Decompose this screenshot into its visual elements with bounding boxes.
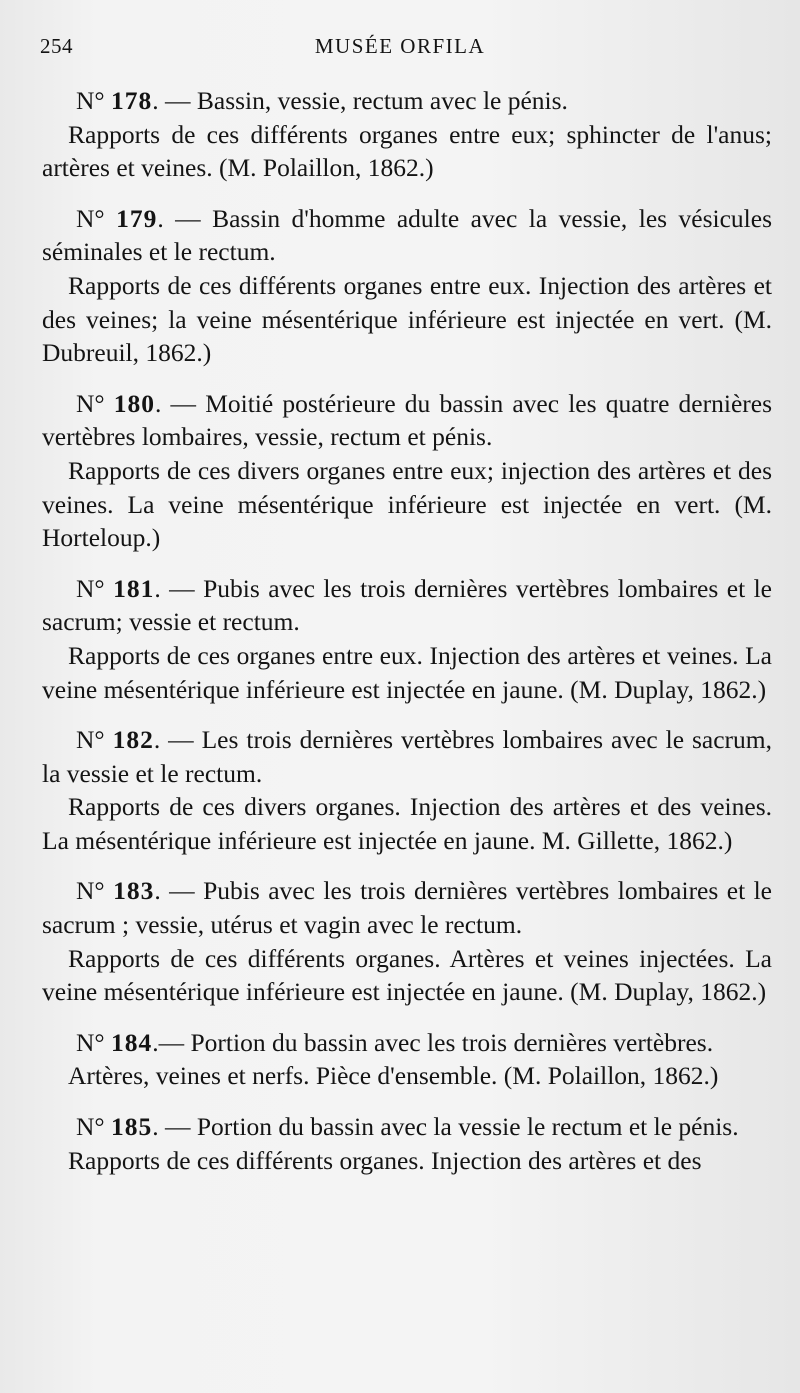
entry-number: 182	[112, 725, 154, 755]
entry-no-label: N°	[76, 388, 105, 418]
entry-rapports: Rapports de ces différents organes. Injection des artères et des	[68, 1145, 702, 1175]
catalogue-entry	[42, 723, 772, 857]
entry-rapports: Rapports de ces divers organes. Injection des artères et des veines. La mésentérique inférieure est injectée en jaune. M. Gillette, 1862.)	[42, 792, 772, 855]
page-number: 254	[40, 34, 73, 58]
entry-description	[42, 572, 772, 639]
entry-description	[42, 1026, 772, 1060]
catalogue-entry	[42, 572, 772, 706]
catalogue-entry	[42, 84, 772, 185]
entry-no-label: N°	[76, 573, 105, 603]
entry-rapports: Rapports de ces divers organes entre eux; injection des artères et des veines. La veine mésentérique inférieure est injectée en vert. (M. Horteloup.)	[42, 455, 772, 553]
entry-description	[42, 723, 772, 790]
entry-description	[42, 1110, 772, 1144]
entry-rapports: Rapports de ces différents organes entre eux. Injection des artères et des veines; la veine mésentérique inférieure est injectée en vert. (M. Dubreuil, 1862.)	[42, 270, 772, 368]
catalogue-entry	[42, 387, 772, 555]
entry-description-text: . — Pubis avec les trois dernières vertèbres lombaires et le sacrum ; vessie, utérus et vagin avec le rectum.	[42, 876, 773, 940]
entry-no-label: N°	[76, 203, 105, 233]
entry-rapports: Rapports de ces différents organes entre eux; sphincter de l'anus; artères et veines. (M. Polaillon, 1862.)	[42, 119, 772, 183]
entry-number: 183	[113, 876, 155, 906]
entry-description-text: . — Portion du bassin avec la vessie le rectum et le pénis.	[152, 1112, 739, 1142]
entry-description-text: .— Portion du bassin avec les trois dernières vertèbres.	[152, 1027, 714, 1057]
entry-description-text: . — Bassin d'homme adulte avec la vessie, les vésicules séminales et le rectum.	[42, 203, 772, 267]
entry-no-label: N°	[76, 1112, 105, 1142]
catalogue-entry	[42, 1026, 772, 1093]
entry-no-label: N°	[76, 876, 105, 906]
entry-rapports: Rapports de ces organes entre eux. Injection des artères et veines. La veine mésentérique inférieure est injectée en jaune. (M. Duplay, 1862.)	[42, 640, 772, 704]
entry-rapports: Artères, veines et nerfs. Pièce d'ensemble. (M. Polaillon, 1862.)	[68, 1061, 719, 1091]
entry-no-label: N°	[76, 725, 105, 755]
entry-no-label: N°	[76, 86, 105, 115]
entry-description	[42, 202, 772, 269]
entry-description-text: . — Pubis avec les trois dernières vertèbres lombaires et le sacrum; vessie et rectum.	[42, 573, 773, 637]
catalogue-entries	[42, 84, 772, 1194]
catalogue-entry	[42, 874, 772, 1008]
running-title: MUSÉE ORFILA	[314, 34, 486, 58]
entry-description-text: . — Les trois dernières vertèbres lombaires avec le sacrum, la vessie et le rectum.	[42, 725, 772, 788]
entry-rapports: Rapports de ces différents organes. Artères et veines injectées. La veine mésentérique inférieure est injectée en jaune. (M. Duplay, 1862.)	[42, 943, 772, 1007]
catalogue-entry	[42, 1110, 772, 1177]
entry-description-text: . — Moitié postérieure du bassin avec les quatre dernières vertèbres lombaires, vessie, rectum et pénis.	[42, 388, 773, 452]
entry-number: 184	[111, 1027, 153, 1057]
entry-number: 178	[111, 86, 153, 115]
entry-description-text: . — Bassin, vessie, rectum avec le pénis.	[152, 86, 568, 115]
entry-no-label: N°	[76, 1027, 105, 1057]
entry-number: 180	[113, 388, 156, 418]
entry-description	[42, 84, 772, 118]
entry-number: 179	[116, 203, 158, 233]
catalogue-entry	[42, 202, 772, 370]
page-header	[40, 34, 760, 64]
entry-number: 181	[113, 573, 155, 603]
entry-description	[42, 387, 772, 454]
entry-number: 185	[111, 1112, 153, 1142]
entry-description	[42, 874, 772, 941]
